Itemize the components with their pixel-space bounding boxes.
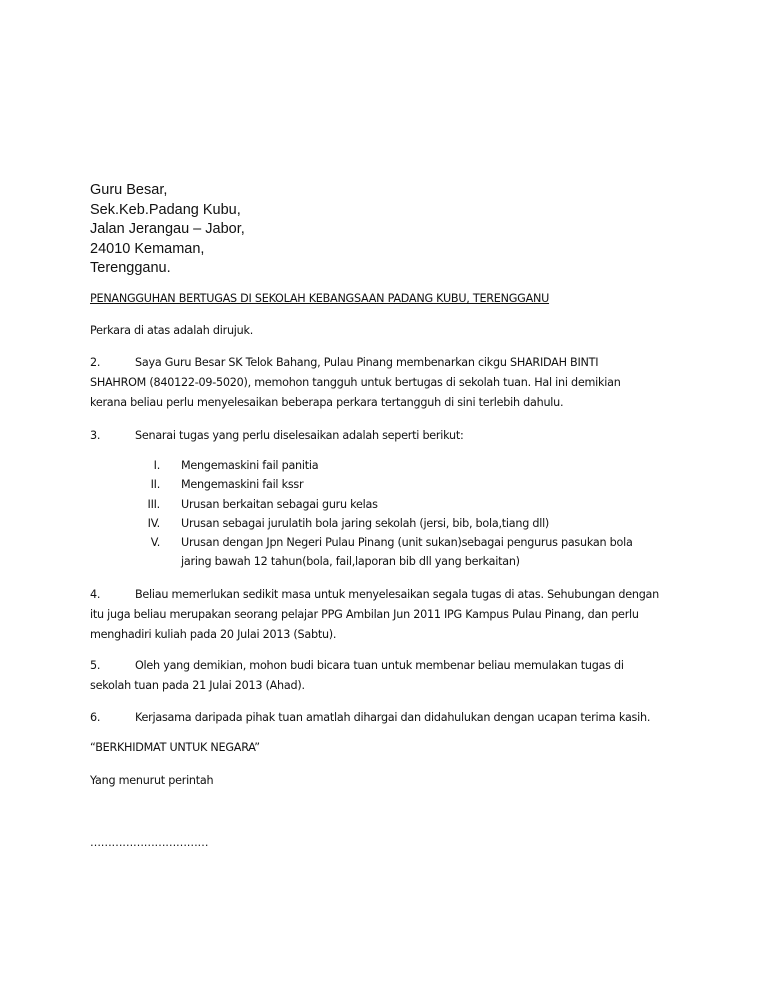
paragraph-text: Oleh yang demikian, mohon budi bicara tuan untuk membenar beliau memulakan tugas di xyxy=(135,659,624,672)
paragraph-text: Kerjasama daripada pihak tuan amatlah dihargai dan didahulukan dengan ucapan terima kasih. xyxy=(135,711,651,724)
address-line: Guru Besar, xyxy=(90,182,168,198)
signature-line: …………………………… xyxy=(90,836,209,849)
motto: “BERKHIDMAT UNTUK NEGARA” xyxy=(90,741,260,754)
paragraph-number: 5. xyxy=(90,659,101,672)
paragraph-2 xyxy=(90,353,680,413)
list-item-text: Urusan dengan Jpn Negeri Pulau Pinang (unit sukan)sebagai pengurus pasukan bola xyxy=(181,536,633,550)
paragraph-6 xyxy=(90,708,680,728)
list-item-text: jaring bawah 12 tahun(bola, fail,laporan bib dll yang berkaitan) xyxy=(181,555,520,569)
paragraph-text: itu juga beliau merupakan seorang pelajar PPG Ambilan Jun 2011 IPG Kampus Pulau Pinang, dan perlu xyxy=(90,608,639,621)
list-item-text: Mengemaskini fail kssr xyxy=(181,478,304,492)
address-line: Sek.Keb.Padang Kubu, xyxy=(90,201,241,218)
paragraph-text: menghadiri kuliah pada 20 Julai 2013 (Sabtu). xyxy=(90,628,337,641)
list-numeral: IV. xyxy=(147,516,160,530)
address-line: Terengganu. xyxy=(90,260,171,276)
list-item-text: Mengemaskini fail panitia xyxy=(181,459,319,472)
list-item-text: Urusan berkaitan sebagai guru kelas xyxy=(181,497,378,511)
paragraph-text: SHAHROM (840122-09-5020), memohon tangguh untuk bertugas di sekolah tuan. Hal ini demikian xyxy=(90,376,621,389)
address-line: Jalan Jerangau – Jabor, xyxy=(90,221,245,237)
paragraph-number: 6. xyxy=(90,711,101,724)
list-numeral: III. xyxy=(147,497,160,511)
list-numeral: V. xyxy=(150,536,160,550)
paragraph-text: Beliau memerlukan sedikit masa untuk menyelesaikan segala tugas di atas. Sehubungan dengan xyxy=(135,588,659,601)
paragraph-number: 2. xyxy=(90,356,101,369)
recipient-address xyxy=(90,181,245,279)
paragraph-3 xyxy=(90,426,680,446)
paragraph-text: kerana beliau perlu menyelesaikan beberapa perkara tertangguh di sini terlebih dahulu. xyxy=(90,396,564,409)
paragraph-text: Saya Guru Besar SK Telok Bahang, Pulau Pinang membenarkan cikgu SHARIDAH BINTI xyxy=(135,356,599,369)
paragraph-text: Senarai tugas yang perlu diselesaikan adalah seperti berikut: xyxy=(135,429,464,442)
reference-line: Perkara di atas adalah dirujuk. xyxy=(90,324,254,337)
task-list xyxy=(90,456,690,572)
list-item xyxy=(90,533,690,552)
list-numeral: II. xyxy=(150,478,160,492)
list-numeral: I. xyxy=(153,459,160,472)
address-line: 24010 Kemaman, xyxy=(90,240,205,257)
paragraph-number: 3. xyxy=(90,429,101,442)
list-item-continuation xyxy=(90,552,690,571)
list-item xyxy=(90,456,690,475)
list-item-text: Urusan sebagai jurulatih bola jaring sekolah (jersi, bib, bola,tiang dll) xyxy=(181,516,550,530)
paragraph-4 xyxy=(90,585,680,645)
list-item xyxy=(90,514,690,533)
list-item xyxy=(90,475,690,494)
paragraph-number: 4. xyxy=(90,588,101,601)
paragraph-text: sekolah tuan pada 21 Julai 2013 (Ahad). xyxy=(90,679,305,692)
letter-subject: PENANGGUHAN BERTUGAS DI SEKOLAH KEBANGSAAN PADANG KUBU, TERENGGANU xyxy=(90,292,550,305)
paragraph-5 xyxy=(90,656,680,696)
closing-line: Yang menurut perintah xyxy=(90,774,214,787)
list-item xyxy=(90,495,690,514)
